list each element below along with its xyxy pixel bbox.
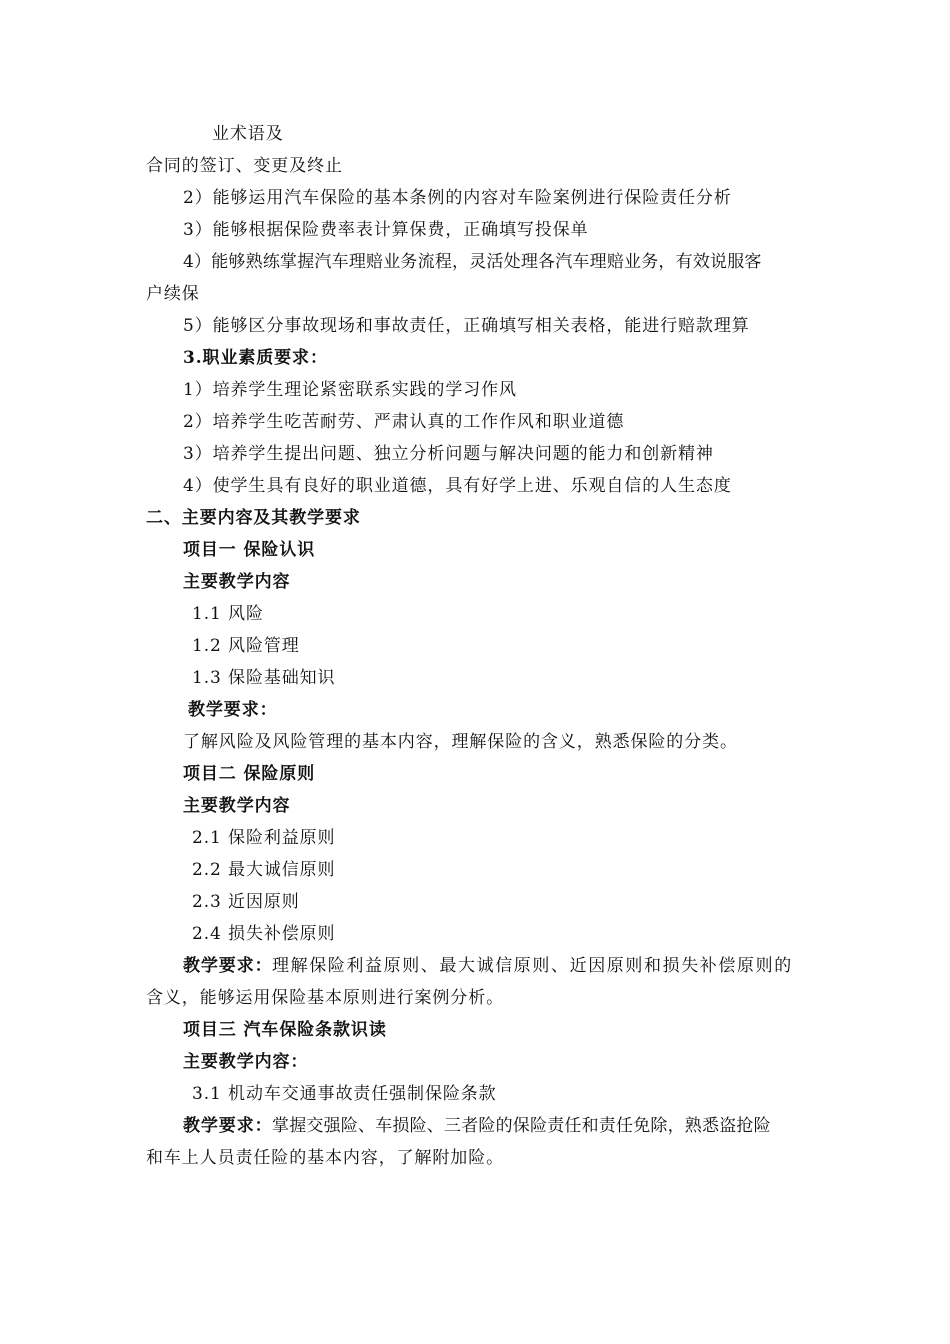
requirement-heading: 教学要求：: [188, 700, 278, 720]
list-item: 2.2 最大诚信原则: [192, 860, 336, 880]
content-heading: 主要教学内容: [183, 572, 291, 592]
text-line: 理解保险利益原则、最大诚信原则、近因原则和损失补偿原则的: [272, 956, 793, 976]
list-item: 1.2 风险管理: [192, 636, 300, 656]
list-item: 1.3 保险基础知识: [192, 668, 336, 688]
text-line: 业术语及: [212, 124, 284, 144]
requirement-heading: 教学要求：: [183, 956, 273, 976]
project-heading: 项目一 保险认识: [183, 540, 316, 560]
list-item: 1.1 风险: [192, 604, 264, 624]
text-line: 合同的签订、变更及终止: [146, 156, 343, 176]
subsection-heading: 3.职业素质要求：: [183, 348, 328, 368]
text-line: 户续保: [146, 284, 200, 304]
list-item: 5）能够区分事故现场和事故责任，正确填写相关表格，能进行赔款理算: [183, 316, 750, 336]
list-item: 2.4 损失补偿原则: [192, 924, 336, 944]
text-line: 了解风险及风险管理的基本内容，理解保险的含义，熟悉保险的分类。: [183, 732, 738, 752]
list-item: 4）使学生具有良好的职业道德，具有好学上进、乐观自信的人生态度: [183, 476, 732, 496]
content-heading: 主要教学内容：: [183, 1052, 309, 1072]
project-heading: 项目三 汽车保险条款识读: [183, 1020, 387, 1040]
section-heading: 二、主要内容及其教学要求: [146, 508, 361, 528]
requirement-heading: 教学要求：: [183, 1116, 273, 1136]
text-line: 掌握交强险、车损险、三者险的保险责任和责任免除，熟悉盗抢险: [272, 1116, 771, 1136]
project-heading: 项目二 保险原则: [183, 764, 316, 784]
list-item: 2.3 近因原则: [192, 892, 300, 912]
content-heading: 主要教学内容: [183, 796, 291, 816]
text-line: 含义，能够运用保险基本原则进行案例分析。: [146, 988, 504, 1008]
list-item: 2）培养学生吃苦耐劳、严肃认真的工作作风和职业道德: [183, 412, 625, 432]
list-item: 2）能够运用汽车保险的基本条例的内容对车险案例进行保险责任分析: [183, 188, 732, 208]
list-item: 1）培养学生理论紧密联系实践的学习作风: [183, 380, 517, 400]
list-item: 4）能够熟练掌握汽车理赔业务流程，灵活处理各汽车理赔业务，有效说服客: [183, 252, 762, 272]
list-item: 3）能够根据保险费率表计算保费，正确填写投保单: [183, 220, 589, 240]
list-item: 3.1 机动车交通事故责任强制保险条款: [192, 1084, 497, 1104]
list-item: 2.1 保险利益原则: [192, 828, 336, 848]
list-item: 3）培养学生提出问题、独立分析问题与解决问题的能力和创新精神: [183, 444, 714, 464]
text-line: 和车上人员责任险的基本内容，了解附加险。: [146, 1148, 504, 1168]
